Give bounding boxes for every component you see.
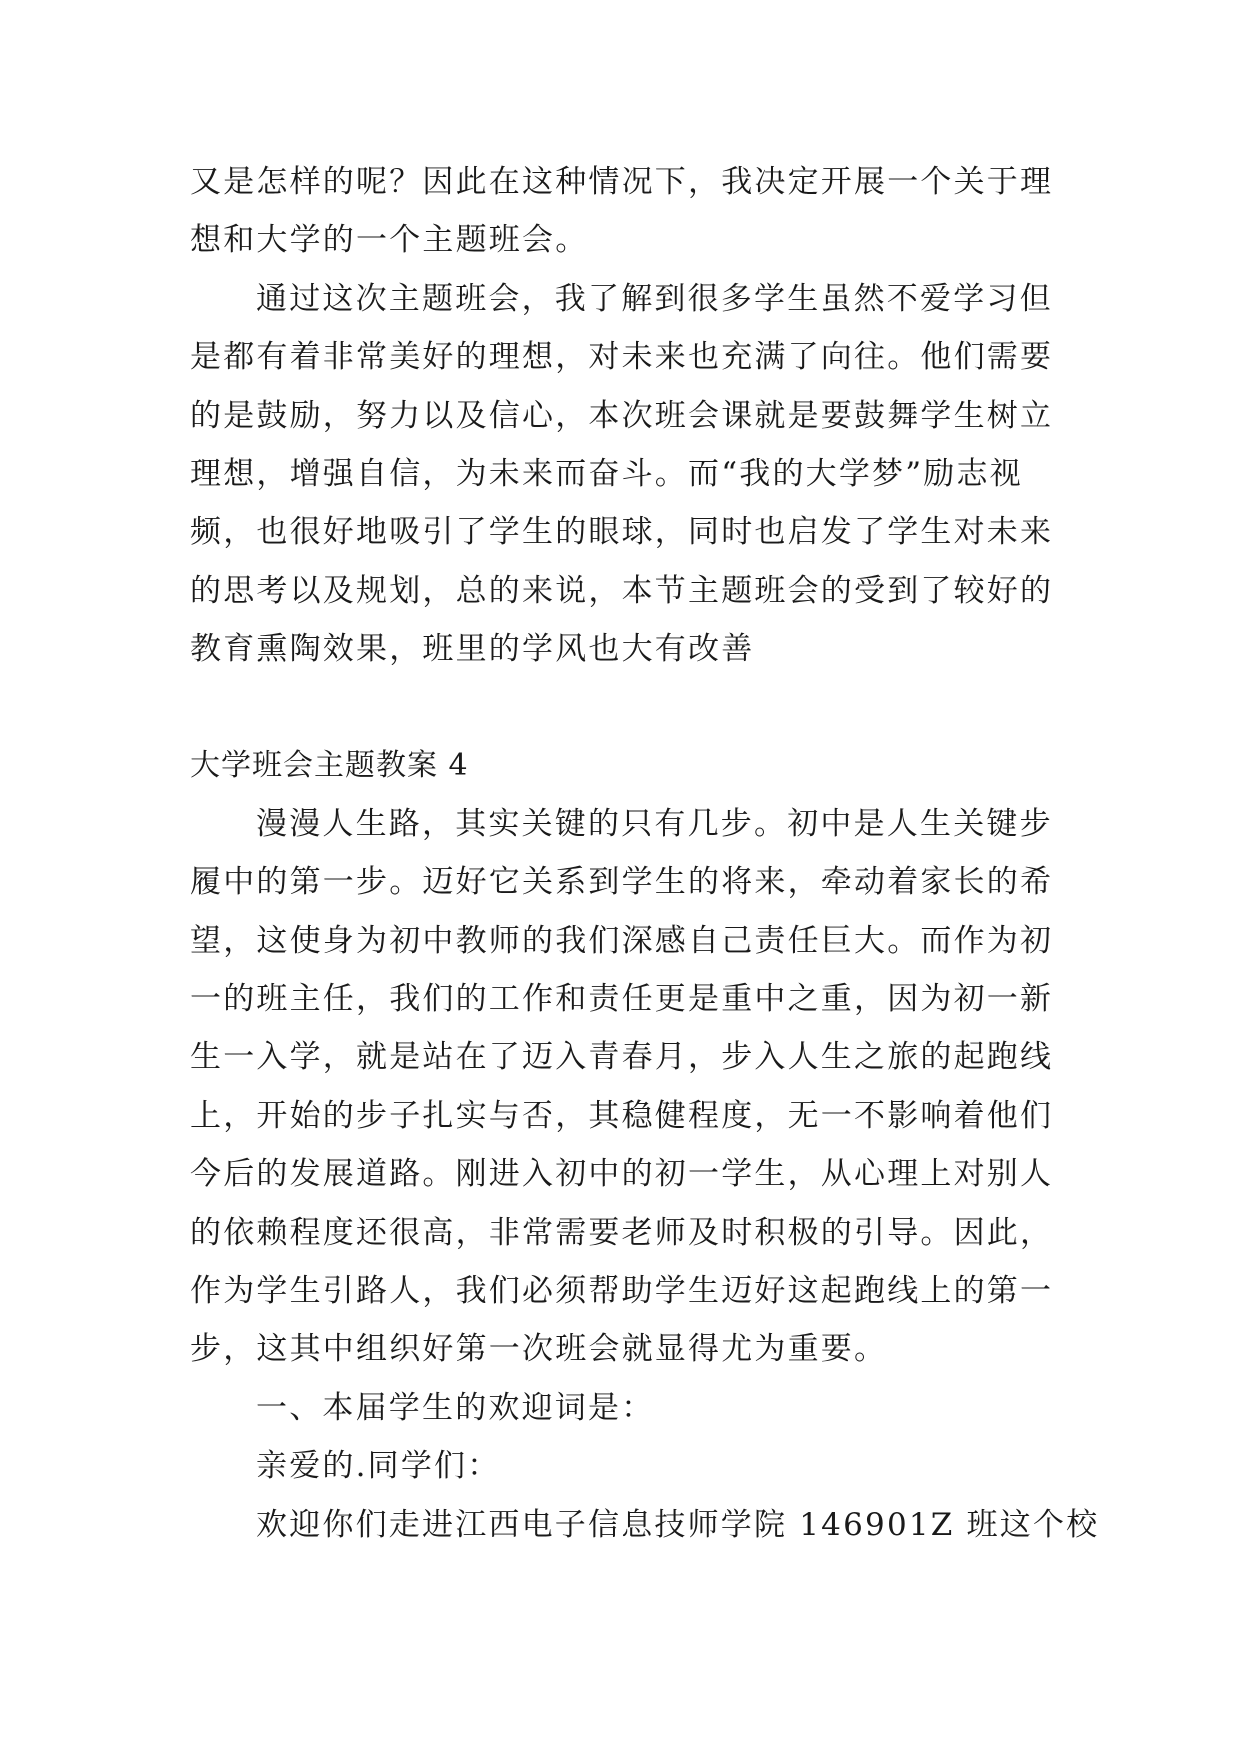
paragraph: [190, 1379, 1060, 1437]
text-line: 的是鼓励，努力以及信心，本次班会课就是要鼓舞学生树立: [190, 397, 1054, 434]
text-line: 上，开始的步子扎实与否，其稳健程度，无一不影响着他们: [190, 1097, 1054, 1134]
text-line: 的依赖程度还很高，非常需要老师及时积极的引导。因此，: [190, 1214, 1054, 1251]
text-line: 欢迎你们走进江西电子信息技师学院 146901Z 班这个校: [256, 1506, 1100, 1543]
text-line: 理想，增强自信，为未来而奋斗。而“我的大学梦”励志视: [190, 455, 1023, 492]
text-line: 望，这使身为初中教师的我们深感自己责任巨大。而作为初: [190, 922, 1054, 959]
text-line: 又是怎样的呢？因此在这种情况下，我决定开展一个关于理: [190, 164, 1054, 200]
paragraph: [190, 795, 1060, 1379]
section-heading: 大学班会主题教案 4: [190, 747, 469, 783]
text-line: 作为学生引路人，我们必须帮助学生迈好这起跑线上的第一: [190, 1273, 1054, 1310]
text-line: 一的班主任，我们的工作和责任更是重中之重，因为初一新: [190, 981, 1054, 1018]
text-line: 教育熏陶效果，班里的学风也大有改善: [190, 631, 755, 668]
text-line: 通过这次主题班会，我了解到很多学生虽然不爱学习但: [256, 280, 1053, 317]
text-line: 想和大学的一个主题班会。: [190, 222, 589, 259]
text-line: 步，这其中组织好第一次班会就显得尤为重要。: [190, 1331, 888, 1368]
section-spacer: [190, 679, 1060, 737]
paragraph: [190, 270, 1060, 679]
text-line: 生一入学，就是站在了迈入青春月，步入人生之旅的起跑线: [190, 1039, 1054, 1076]
text-line: 的思考以及规划，总的来说，本节主题班会的受到了较好的: [190, 572, 1054, 609]
text-line: 亲爱的.同学们：: [256, 1448, 501, 1485]
text-line: 履中的第一步。迈好它关系到学生的将来，牵动着家长的希: [190, 864, 1054, 901]
paragraph: [190, 1496, 1100, 1554]
text-line: 漫漫人生路，其实关键的只有几步。初中是人生关键步: [256, 805, 1053, 842]
document-body: [190, 153, 1100, 1554]
text-line: 一、本届学生的欢迎词是：: [256, 1389, 655, 1426]
text-line: 是都有着非常美好的理想，对未来也充满了向往。他们需要: [190, 339, 1054, 376]
text-line: 今后的发展道路。刚进入初中的初一学生，从心理上对别人: [190, 1156, 1054, 1193]
paragraph: [190, 1437, 1060, 1495]
paragraph: [190, 153, 1060, 270]
text-line: 频，也很好地吸引了学生的眼球，同时也启发了学生对未来: [190, 514, 1054, 551]
